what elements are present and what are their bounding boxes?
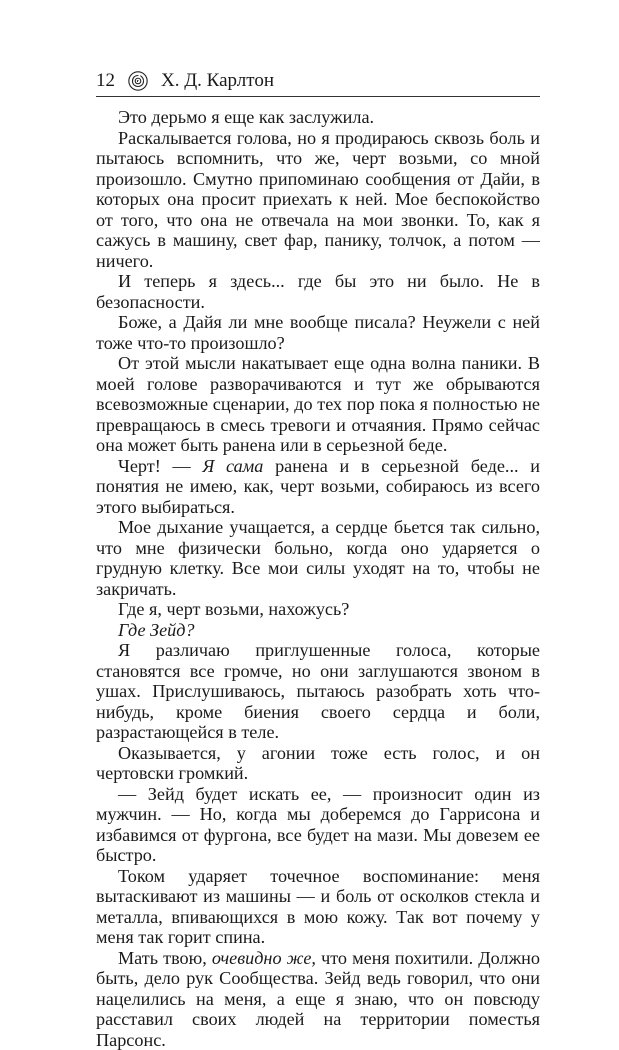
paragraph: Раскалывается голова, но я продираюсь сквозь боль и пытаюсь вспомнить, что же, черт возьми, со мной произошло. Смутно припоминаю сообщения от Дайи, в которых она просит приехать к ней. Мое беспокойство от того, что она не отвечала на мои звонки. То, как я сажусь в машину, свет фар, панику, толчок, а потом — ничего. bbox=[96, 128, 540, 272]
body-text bbox=[96, 107, 540, 1050]
paragraph: Оказывается, у агонии тоже есть голос, и он чертовски громкий. bbox=[96, 743, 540, 784]
paragraph: — Зейд будет искать ее, — произносит один из мужчин. — Но, когда мы доберемся до Гаррисона и избавимся от фургона, все будет на мази. Мы довезем ее быстро. bbox=[96, 784, 540, 866]
rose-icon bbox=[127, 70, 149, 92]
paragraph: Мать твою, очевидно же, что меня похитили. Должно быть, дело рук Сообщества. Зейд ведь говорил, что они нацелились на меня, а еще я знаю, что он повсюду расставил своих людей на территории поместья Парсонс. bbox=[96, 948, 540, 1050]
paragraph: Это дерьмо я еще как заслужила. bbox=[96, 107, 540, 128]
page-number: 12 bbox=[96, 70, 115, 92]
paragraph: Черт! — Я сама ранена и в серьезной беде... и понятия не имею, как, черт возьми, собираюсь из всего этого выбираться. bbox=[96, 456, 540, 518]
italic-emphasis: Где Зейд? bbox=[118, 620, 195, 640]
paragraph: Мое дыхание учащается, а сердце бьется так сильно, что мне физически больно, когда оно ударяется о грудную клетку. Все мои силы уходят на то, чтобы не закричать. bbox=[96, 517, 540, 599]
paragraph: И теперь я здесь... где бы это ни было. Не в безопасности. bbox=[96, 271, 540, 312]
author-name: Х. Д. Карлтон bbox=[161, 70, 274, 92]
paragraph: Боже, а Дайя ли мне вообще писала? Неужели с ней тоже что-то произошло? bbox=[96, 312, 540, 353]
italic-emphasis: очевидно же, bbox=[212, 948, 316, 968]
running-header bbox=[96, 66, 540, 96]
header-rule bbox=[96, 96, 540, 97]
paragraph: Я различаю приглушенные голоса, которые становятся все громче, но они заглушаются звоном в ушах. Прислушиваюсь, пытаюсь разобрать хоть что-нибудь, кроме биения своего сердца и боли, разрастающейся в теле. bbox=[96, 640, 540, 743]
paragraph: Током ударяет точечное воспоминание: меня вытаскивают из машины — и боль от осколков стекла и металла, впивающихся в мою кожу. Так вот почему у меня так горит спина. bbox=[96, 866, 540, 948]
paragraph bbox=[96, 620, 540, 641]
italic-emphasis: Я сама bbox=[202, 456, 263, 476]
paragraph: Где я, черт возьми, нахожусь? bbox=[96, 599, 540, 620]
paragraph: От этой мысли накатывает еще одна волна паники. В моей голове разворачиваются и тут же обрываются всевозможные сценарии, до тех пор пока я полностью не превращаюсь в смесь тревоги и отчаяния. Прямо сейчас она может быть ранена или в серьезной беде. bbox=[96, 353, 540, 456]
